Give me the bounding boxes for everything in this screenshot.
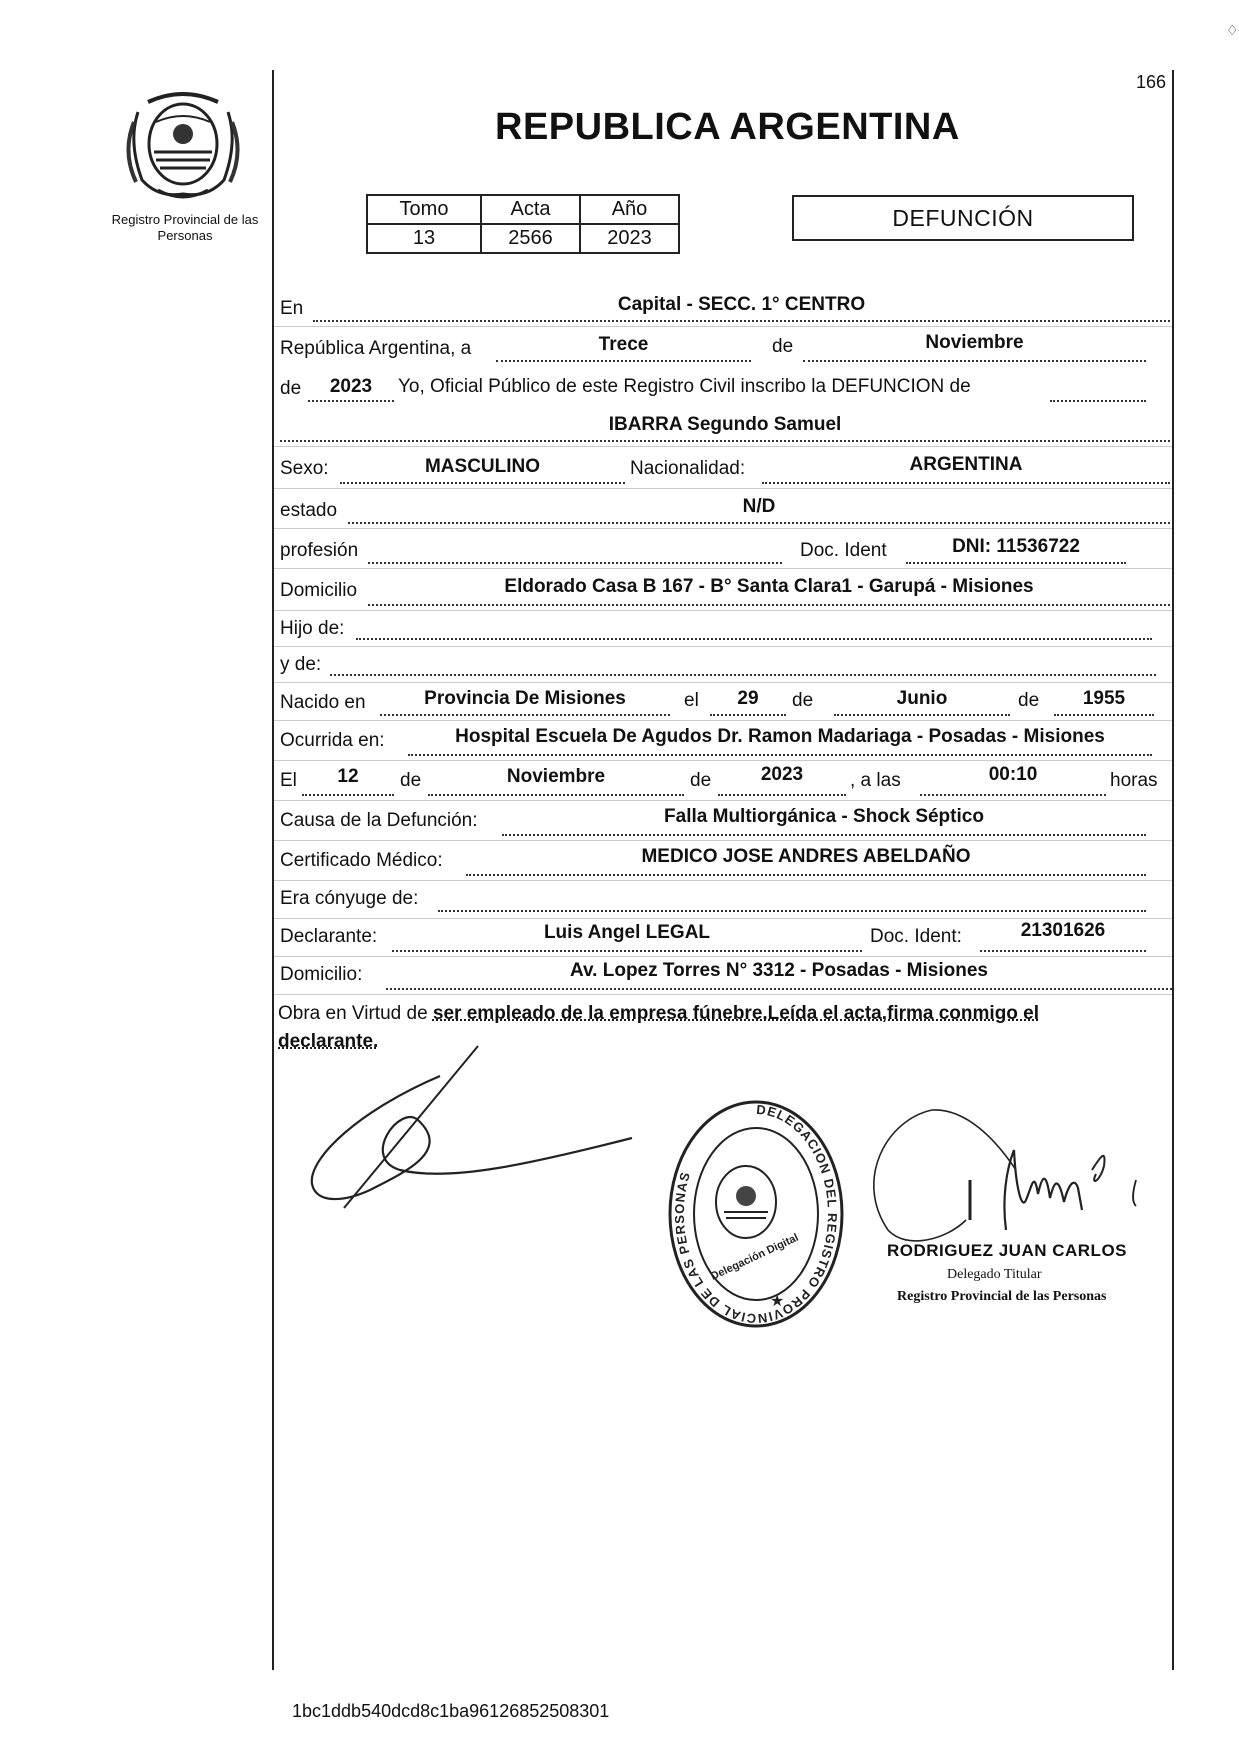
official-stamp <box>664 1096 848 1328</box>
row-rule <box>274 840 1172 841</box>
corner-mark: ♢ <box>1226 22 1239 38</box>
de-label-m2: de <box>690 770 712 791</box>
muerte-mes: Noviembre <box>506 766 606 787</box>
sexo-label: Sexo: <box>280 458 329 479</box>
document-hash: 1bc1ddb540dcd8c1ba96126852508301 <box>292 1701 610 1721</box>
en-label: En <box>280 298 304 319</box>
profesion-dots <box>368 562 782 564</box>
svg-text:DELEGACION DEL REGISTRO PROVIN <box>672 1102 840 1326</box>
nacido-label: Nacido en <box>280 692 366 713</box>
conyuge-dots <box>438 910 1146 912</box>
domicilio-dots <box>368 604 1170 606</box>
row-rule <box>274 800 1172 801</box>
row-rule <box>274 956 1172 957</box>
nacionalidad-value: ARGENTINA <box>909 454 1023 475</box>
domicilio-value: Eldorado Casa B 167 - B° Santa Clara1 - Garupá - Misiones <box>504 576 1034 597</box>
tomo-header: Tomo <box>367 195 481 224</box>
muerte-anio: 2023 <box>760 764 804 785</box>
signatory-office: Registro Provincial de las Personas <box>897 1289 1107 1304</box>
anio-header: Año <box>580 195 679 224</box>
page-title: REPUBLICA ARGENTINA <box>495 106 960 148</box>
nacido-mes: Junio <box>896 688 948 709</box>
certificado-label: Certificado Médico: <box>280 850 443 871</box>
muerte-dia-dots <box>302 794 394 796</box>
conyuge-label: Era cónyuge de: <box>280 888 419 909</box>
row-rule <box>274 880 1172 881</box>
el-label: el <box>684 690 699 711</box>
page-number: 166 <box>1136 72 1167 92</box>
muerte-anio-dots <box>718 794 846 796</box>
doc2-label: Doc. Ident: <box>870 926 962 947</box>
official-signature <box>846 1090 1172 1260</box>
estado-dots <box>348 522 1170 524</box>
reference-table <box>366 194 680 254</box>
nacido-mes-dots <box>834 714 1010 716</box>
domicilio-label: Domicilio <box>280 580 358 601</box>
el2-label: El <box>280 770 297 791</box>
hijo-label: Hijo de: <box>280 618 345 639</box>
obra-value: ser empleado de la empresa fúnebre.Leída el acta,firma conmigo el <box>432 1003 1040 1024</box>
row-rule <box>274 488 1172 489</box>
nacionalidad-dots <box>762 482 1170 484</box>
declarante-label: Declarante: <box>280 926 378 947</box>
de-label: de <box>772 336 794 357</box>
causa-value: Falla Multiorgánica - Shock Séptico <box>664 806 984 827</box>
doc-label: Doc. Ident <box>800 540 887 561</box>
de-label-n2: de <box>1018 690 1040 711</box>
left-margin-line <box>272 70 274 1670</box>
en-value: Capital - SECC. 1° CENTRO <box>617 294 866 315</box>
declarante-dots <box>392 950 862 952</box>
registry-caption: Registro Provincial de las Personas <box>111 212 259 243</box>
certificado-value: MEDICO JOSE ANDRES ABELDAÑO <box>641 846 971 867</box>
mes-value: Noviembre <box>925 332 1024 353</box>
nacido-lugar-dots <box>380 714 670 716</box>
yo-dots <box>1050 400 1146 402</box>
nacido-dia: 29 <box>737 688 759 709</box>
row-rule <box>274 682 1172 683</box>
row-rule <box>274 646 1172 647</box>
row-rule <box>274 994 1172 995</box>
causa-dots <box>502 834 1146 836</box>
nacido-lugar: Provincia De Misiones <box>424 688 626 709</box>
alas-label: , a las <box>850 770 901 791</box>
sexo-dots <box>340 482 625 484</box>
doc-value: DNI: 11536722 <box>952 536 1080 557</box>
acta-header: Acta <box>481 195 580 224</box>
row-rule <box>274 528 1172 529</box>
right-margin-line <box>1172 70 1174 1670</box>
dia-dots <box>496 360 751 362</box>
horas-label: horas <box>1110 770 1158 791</box>
row-rule <box>274 720 1172 721</box>
row-rule <box>274 918 1172 919</box>
signatory-name: RODRIGUEZ JUAN CARLOS <box>887 1241 1128 1260</box>
obra-label: Obra en Virtud de <box>278 1003 428 1024</box>
hijo-dots <box>356 638 1152 640</box>
de2-label: de <box>280 378 302 399</box>
declarante-value: Luis Angel LEGAL <box>543 922 711 943</box>
causa-label: Causa de la Defunción: <box>280 810 478 831</box>
ocurrida-value: Hospital Escuela De Agudos Dr. Ramon Madariaga - Posadas - Misiones <box>455 726 1105 747</box>
sexo-value: MASCULINO <box>424 456 541 477</box>
ocurrida-dots <box>408 754 1152 756</box>
muerte-hora: 00:10 <box>988 764 1038 785</box>
document-type-box: DEFUNCIÓN <box>792 195 1134 241</box>
nombre-dots <box>280 440 1170 442</box>
row-rule <box>274 760 1172 761</box>
stamp-ring-text: DELEGACION DEL REGISTRO PROVINCIAL DE LAS PERSONAS <box>671 1101 841 1327</box>
stamp-inner-text: Delegación Digital <box>708 1231 801 1283</box>
ocurrida-label: Ocurrida en: <box>280 730 385 751</box>
de-label-m1: de <box>400 770 422 791</box>
nombre-value: IBARRA Segundo Samuel <box>608 414 842 435</box>
anio-dots <box>308 400 394 402</box>
obra-value-2: declarante. <box>278 1031 379 1052</box>
row-rule <box>274 610 1172 611</box>
certificado-dots <box>466 874 1146 876</box>
muerte-dia: 12 <box>337 766 359 787</box>
acta-value: 2566 <box>481 224 580 253</box>
anio-value: 2023 <box>580 224 679 253</box>
mes-dots <box>803 360 1146 362</box>
row-rule <box>274 446 1172 447</box>
estado-label: estado <box>280 500 338 521</box>
domicilio2-value: Av. Lopez Torres N° 3312 - Posadas - Misiones <box>570 960 988 981</box>
muerte-hora-dots <box>920 794 1106 796</box>
profesion-label: profesión <box>280 540 359 561</box>
doc2-dots <box>980 950 1146 952</box>
tomo-value: 13 <box>367 224 481 253</box>
doc-dots <box>906 562 1126 564</box>
nacido-dia-dots <box>710 714 786 716</box>
nacido-anio: 1955 <box>1082 688 1126 709</box>
row-rule <box>274 326 1172 327</box>
signatory-role: Delegado Titular <box>947 1267 1042 1282</box>
yo-text: Yo, Oficial Público de este Registro Civil inscribo la DEFUNCION de <box>398 376 971 397</box>
nacionalidad-label: Nacionalidad: <box>630 458 746 479</box>
domicilio2-dots <box>386 988 1172 990</box>
yde-label: y de: <box>280 654 322 675</box>
declarant-signature <box>300 1040 640 1220</box>
anio-value: 2023 <box>329 376 373 397</box>
nacido-anio-dots <box>1054 714 1154 716</box>
stamp-star-icon: ★ <box>770 1293 785 1310</box>
estado-value: N/D <box>742 496 776 517</box>
domicilio2-label: Domicilio: <box>280 964 363 985</box>
muerte-mes-dots <box>428 794 684 796</box>
en-dots <box>313 320 1170 322</box>
row-rule <box>274 568 1172 569</box>
provincial-crest-icon <box>118 82 248 202</box>
doc2-value: 21301626 <box>1020 920 1106 941</box>
republica-label: República Argentina, a <box>280 338 472 359</box>
de-label-n1: de <box>792 690 814 711</box>
yde-dots <box>330 674 1156 676</box>
dia-value: Trece <box>598 334 649 355</box>
